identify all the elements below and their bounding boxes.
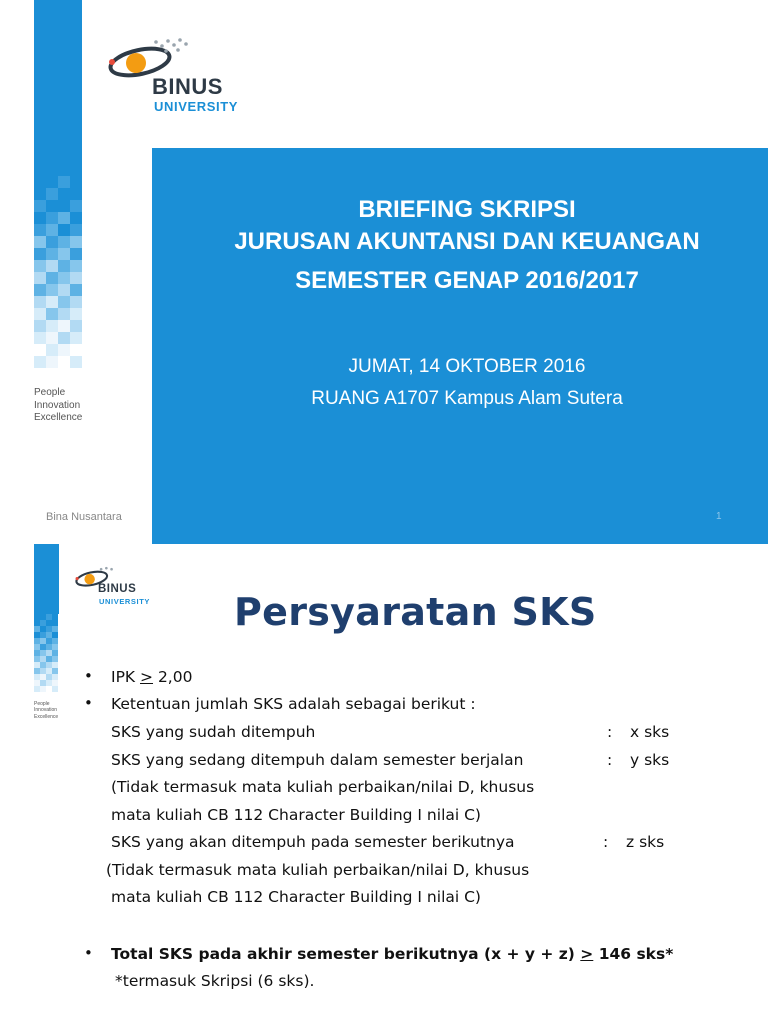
row-label: SKS yang sudah ditempuh	[111, 723, 316, 741]
ipk-symbol: >	[140, 668, 154, 686]
row-value: x sks	[630, 723, 670, 741]
mosaic-tile	[58, 332, 70, 344]
mosaic-tile	[46, 320, 58, 332]
row-label: SKS yang akan ditempuh pada semester berikutnya	[111, 833, 515, 851]
mosaic-tile	[70, 284, 82, 296]
note-text: mata kuliah CB 112 Character Building I nilai C)	[111, 888, 481, 906]
footer-org: Bina Nusantara	[46, 511, 122, 523]
mosaic-tile	[34, 248, 46, 260]
mosaic-tile	[34, 344, 46, 356]
left-accent-strip	[34, 544, 59, 614]
tagline-excellence: Excellence	[34, 412, 83, 423]
mosaic-tile	[70, 248, 82, 260]
title-line-2: JURUSAN AKUNTANSI DAN KEUANGAN	[234, 228, 700, 255]
mosaic-tile	[34, 284, 46, 296]
mosaic-tile	[34, 236, 46, 248]
mosaic-tile	[34, 260, 46, 272]
mosaic-tile	[34, 320, 46, 332]
mosaic-tile	[58, 260, 70, 272]
mosaic-tile	[58, 236, 70, 248]
mosaic-tile	[70, 356, 82, 368]
total-symbol: >	[580, 945, 594, 963]
note-text: (Tidak termasuk mata kuliah perbaikan/nilai D, khusus	[111, 778, 535, 796]
mosaic-tile	[58, 248, 70, 260]
event-place: RUANG A1707 Kampus Alam Sutera	[311, 388, 623, 409]
row-colon: :	[607, 723, 613, 741]
binus-logo	[106, 32, 266, 116]
mosaic-tile	[70, 308, 82, 320]
mosaic-tile	[46, 332, 58, 344]
row-value: y sks	[630, 751, 670, 769]
tagline-excellence: Excellence	[34, 713, 59, 720]
mosaic-tile	[58, 176, 70, 188]
mosaic-tile	[34, 212, 46, 224]
tagline	[34, 701, 58, 720]
mosaic-tile	[70, 296, 82, 308]
mosaic-tile	[34, 308, 46, 320]
mosaic-tile	[70, 236, 82, 248]
left-mosaic-pattern	[34, 614, 58, 694]
logo-university-text: UNIVERSITY	[99, 597, 151, 606]
mosaic-tile	[58, 200, 70, 212]
logo-university-text: UNIVERSITY	[154, 99, 239, 114]
slide-persyaratan	[0, 544, 768, 1024]
mosaic-tile	[70, 332, 82, 344]
mosaic-tile	[46, 296, 58, 308]
binus-logo-small	[74, 562, 164, 612]
mosaic-tile	[46, 188, 58, 200]
page-number: 1	[716, 511, 722, 522]
slide-title: Persyaratan SKS	[234, 590, 597, 634]
mosaic-tile	[34, 356, 46, 368]
mosaic-tile	[46, 260, 58, 272]
mosaic-tile	[58, 296, 70, 308]
note-text: mata kuliah CB 112 Character Building I nilai C)	[111, 806, 481, 824]
ipk-prefix: IPK	[111, 668, 141, 686]
mosaic-tile	[46, 224, 58, 236]
row-colon: :	[603, 833, 609, 851]
mosaic-tile	[70, 272, 82, 284]
row-value: z sks	[626, 833, 665, 851]
mosaic-tile	[46, 248, 58, 260]
tagline-innovation: Innovation	[34, 707, 58, 714]
mosaic-tile	[58, 344, 70, 356]
tagline-innovation: Innovation	[34, 399, 81, 411]
mosaic-tile	[46, 236, 58, 248]
mosaic-tile	[34, 188, 46, 200]
row-colon: :	[607, 751, 613, 769]
logo-brand-text: BINUS	[152, 74, 223, 99]
left-accent-strip	[34, 0, 82, 176]
logo-brand-text: BINUS	[98, 583, 137, 595]
ketentuan-text: Ketentuan jumlah SKS adalah sebagai berikut :	[111, 695, 476, 713]
mosaic-tile	[46, 344, 58, 356]
mosaic-tile	[46, 176, 58, 188]
mosaic-tile	[70, 212, 82, 224]
mosaic-tile	[34, 200, 46, 212]
mosaic-tile	[46, 272, 58, 284]
mosaic-tile	[70, 188, 82, 200]
mosaic-tile	[58, 320, 70, 332]
mosaic-tile	[34, 176, 46, 188]
note-text: (Tidak termasuk mata kuliah perbaikan/nilai D, khusus	[106, 861, 530, 879]
total-value: 146 sks*	[593, 945, 674, 963]
mosaic-tile	[34, 296, 46, 308]
mosaic-tile	[70, 176, 82, 188]
mosaic-tile	[46, 200, 58, 212]
tagline-people: People	[34, 387, 66, 398]
bullet-icon: •	[84, 944, 93, 962]
mosaic-tile	[52, 686, 58, 692]
mosaic-tile	[58, 272, 70, 284]
mosaic-tile	[46, 356, 58, 368]
mosaic-tile	[34, 332, 46, 344]
mosaic-tile	[58, 356, 70, 368]
mosaic-tile	[46, 284, 58, 296]
title-panel	[152, 148, 768, 544]
mosaic-tile	[70, 200, 82, 212]
mosaic-tile	[34, 272, 46, 284]
mosaic-tile	[46, 212, 58, 224]
left-mosaic-pattern	[34, 176, 82, 366]
tagline-people: People	[34, 701, 50, 707]
row-label: SKS yang sedang ditempuh dalam semester berjalan	[111, 751, 524, 769]
mosaic-tile	[70, 320, 82, 332]
mosaic-tile	[58, 212, 70, 224]
ipk-requirement	[111, 668, 192, 686]
title-line-3: SEMESTER GENAP 2016/2017	[295, 267, 639, 294]
mosaic-tile	[70, 344, 82, 356]
footnote: *termasuk Skripsi (6 sks).	[115, 972, 315, 990]
event-date: JUMAT, 14 OKTOBER 2016	[348, 356, 586, 377]
mosaic-tile	[70, 224, 82, 236]
total-prefix: Total SKS pada akhir semester berikutnya (x + y + z)	[111, 945, 581, 963]
mosaic-tile	[58, 284, 70, 296]
ipk-value: 2,00	[153, 668, 193, 686]
mosaic-tile	[58, 188, 70, 200]
mosaic-tile	[46, 308, 58, 320]
bullet-icon: •	[84, 694, 93, 712]
mosaic-tile	[58, 224, 70, 236]
mosaic-tile	[70, 260, 82, 272]
tagline	[34, 387, 82, 425]
mosaic-tile	[58, 308, 70, 320]
bullet-icon: •	[84, 667, 93, 685]
title-line-1: BRIEFING SKRIPSI	[358, 196, 576, 223]
total-sks-requirement	[111, 945, 673, 963]
mosaic-tile	[34, 224, 46, 236]
